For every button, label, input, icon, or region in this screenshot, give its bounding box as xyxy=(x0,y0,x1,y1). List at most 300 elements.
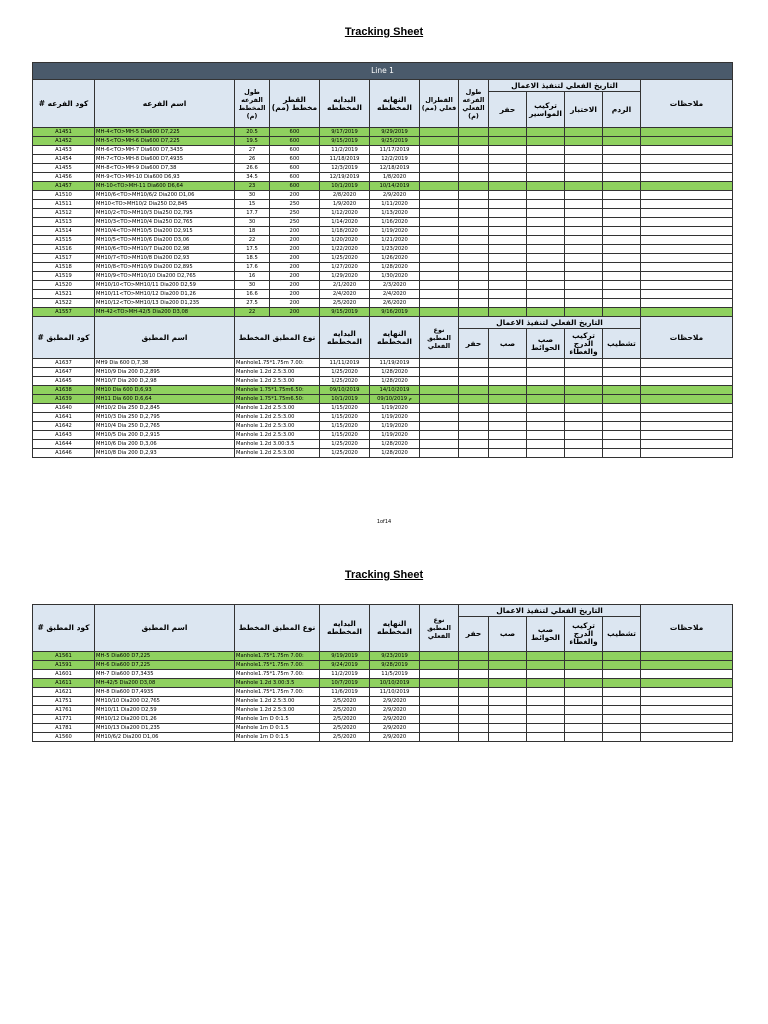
empty-cell xyxy=(641,724,733,733)
empty-cell xyxy=(489,449,527,458)
planned-end-header: النهايه المخططه xyxy=(370,80,420,128)
empty-cell xyxy=(603,290,641,299)
table-row xyxy=(33,431,733,440)
branch-code-cell: A1519 xyxy=(33,272,95,281)
empty-cell xyxy=(641,422,733,431)
manhole-start-cell: 11/2/2019 xyxy=(320,670,370,679)
manhole-end-cell: 1/19/2020 xyxy=(370,404,420,413)
empty-cell xyxy=(603,263,641,272)
empty-cell xyxy=(603,449,641,458)
planned-diameter-cell: 200 xyxy=(270,245,320,254)
actual-diameter-header: القطرال فعلي (مم) xyxy=(420,80,459,128)
empty-cell xyxy=(420,254,459,263)
manhole-end-cell: 9/28/2019 xyxy=(370,661,420,670)
planned-diameter-cell: 250 xyxy=(270,218,320,227)
empty-cell xyxy=(603,308,641,317)
sheet-title: Tracking Sheet xyxy=(344,26,424,38)
empty-cell xyxy=(565,449,603,458)
empty-cell xyxy=(459,182,489,191)
empty-cell xyxy=(565,688,603,697)
empty-cell xyxy=(459,724,489,733)
planned-diameter-cell: 200 xyxy=(270,191,320,200)
empty-cell xyxy=(459,359,489,368)
empty-cell xyxy=(527,359,565,368)
empty-cell xyxy=(489,146,527,155)
empty-cell xyxy=(603,281,641,290)
actual-length-header: طول الفرعه الفعلي (م) xyxy=(459,80,489,128)
planned-start-cell: 11/2/2019 xyxy=(320,146,370,155)
manhole-type-cell: Manhole 1.2d 2.5:3.00 xyxy=(235,697,320,706)
actual-dates-group-header: التاريخ الفعلي لتنفيذ الاعمال xyxy=(489,80,641,92)
empty-cell xyxy=(565,386,603,395)
empty-cell xyxy=(489,661,527,670)
manhole-finish-header: تشطيب xyxy=(603,329,641,359)
empty-cell xyxy=(489,218,527,227)
planned-diameter-cell: 600 xyxy=(270,137,320,146)
empty-cell xyxy=(527,245,565,254)
empty-cell xyxy=(489,359,527,368)
table-row xyxy=(33,272,733,281)
branch-code-cell: A1456 xyxy=(33,173,95,182)
manhole-name-cell: MH-5 Dia600 D7,225 xyxy=(95,652,235,661)
empty-cell xyxy=(420,368,459,377)
empty-cell xyxy=(603,688,641,697)
empty-cell xyxy=(489,290,527,299)
empty-cell xyxy=(527,182,565,191)
manhole-end-cell: 2/9/2020 xyxy=(370,715,420,724)
planned-start-cell: 9/15/2019 xyxy=(320,137,370,146)
empty-cell xyxy=(565,377,603,386)
manhole-name-cell: MH10/13 Dia200 D1,235 xyxy=(95,724,235,733)
empty-cell xyxy=(459,449,489,458)
empty-cell xyxy=(603,236,641,245)
manhole-start-cell: 2/5/2020 xyxy=(320,697,370,706)
table-row xyxy=(33,652,733,661)
branch-name-cell: MH10/10<TO>MH10/11 Dia200 D2,59 xyxy=(95,281,235,290)
manhole-notes-header: ملاحظات xyxy=(641,605,733,652)
manhole-type-header: نوع المطبق المخطط xyxy=(235,317,320,359)
empty-cell xyxy=(641,254,733,263)
manhole-type-cell: Manhole 1.75*1.75m6.50: xyxy=(235,395,320,404)
empty-cell xyxy=(641,290,733,299)
empty-cell xyxy=(489,200,527,209)
empty-cell xyxy=(603,218,641,227)
empty-cell xyxy=(489,155,527,164)
branch-name-cell: MH-4<TO>MH-5 Dia600 D7,225 xyxy=(95,128,235,137)
empty-cell xyxy=(459,236,489,245)
branch-code-cell: A1512 xyxy=(33,209,95,218)
empty-cell xyxy=(527,227,565,236)
empty-cell xyxy=(641,164,733,173)
empty-cell xyxy=(459,368,489,377)
empty-cell xyxy=(527,155,565,164)
line-label: Line 1 xyxy=(33,63,733,80)
manhole-walls-header: صب الحوائط xyxy=(527,329,565,359)
manhole-code-cell: A1771 xyxy=(33,715,95,724)
manhole-type-cell: Manhole1.75*1.75m 7.00: xyxy=(235,652,320,661)
actual-manhole-type-header: نوع المطبق الفعلي xyxy=(420,605,459,652)
manhole-end-cell: 1/28/2020 xyxy=(370,440,420,449)
empty-cell xyxy=(565,200,603,209)
planned-end-cell: 2/6/2020 xyxy=(370,299,420,308)
manhole-name-header: اسم المطبق xyxy=(95,605,235,652)
planned-end-cell: 9/25/2019 xyxy=(370,137,420,146)
planned-end-cell: 11/17/2019 xyxy=(370,146,420,155)
empty-cell xyxy=(420,128,459,137)
manhole-ladder-header: تركيب الدرج والغطاء xyxy=(565,617,603,652)
manhole-start-cell: 2/5/2020 xyxy=(320,724,370,733)
empty-cell xyxy=(641,263,733,272)
empty-cell xyxy=(420,281,459,290)
manhole-type-cell: Manhole1.75*1.75m 7.00: xyxy=(235,670,320,679)
empty-cell xyxy=(603,299,641,308)
manhole-type-cell: Manhole 1.2d 2.5:3.00 xyxy=(235,449,320,458)
table-row xyxy=(33,440,733,449)
branch-name-header: اسم الفرعه xyxy=(95,80,235,128)
empty-cell xyxy=(527,404,565,413)
empty-cell xyxy=(420,245,459,254)
empty-cell xyxy=(603,272,641,281)
empty-cell xyxy=(603,377,641,386)
planned-length-cell: 26 xyxy=(235,155,270,164)
planned-diameter-cell: 600 xyxy=(270,173,320,182)
planned-end-cell: 9/29/2019 xyxy=(370,128,420,137)
manhole-name-header: اسم المطبق xyxy=(95,317,235,359)
empty-cell xyxy=(420,164,459,173)
planned-start-cell: 1/9/2020 xyxy=(320,200,370,209)
notes-header: ملاحظات xyxy=(641,80,733,128)
empty-cell xyxy=(565,272,603,281)
manhole-code-cell: A1561 xyxy=(33,652,95,661)
manhole-end-header: النهايه المخططه xyxy=(370,317,420,359)
planned-diameter-cell: 200 xyxy=(270,236,320,245)
empty-cell xyxy=(420,191,459,200)
manhole-name-cell: MH10/3 Dia 250 D,2,795 xyxy=(95,413,235,422)
empty-cell xyxy=(489,679,527,688)
branch-code-cell: A1518 xyxy=(33,263,95,272)
planned-diameter-cell: 200 xyxy=(270,281,320,290)
empty-cell xyxy=(641,236,733,245)
manhole-notes-header: ملاحظات xyxy=(641,317,733,359)
empty-cell xyxy=(603,670,641,679)
manhole-end-cell: 1/19/2020 xyxy=(370,422,420,431)
branch-code-cell: A1517 xyxy=(33,254,95,263)
empty-cell xyxy=(489,236,527,245)
planned-start-cell: 2/1/2020 xyxy=(320,281,370,290)
manhole-type-cell: Manhole 1m D 0:1.5 xyxy=(235,715,320,724)
manhole-end-cell: 1/19/2020 xyxy=(370,413,420,422)
empty-cell xyxy=(459,386,489,395)
manhole-type-header: نوع المطبق المخطط xyxy=(235,605,320,652)
table-row xyxy=(33,697,733,706)
manhole-name-cell: MH10/11 Dia200 D2,59 xyxy=(95,706,235,715)
empty-cell xyxy=(641,245,733,254)
empty-cell xyxy=(603,413,641,422)
table-row xyxy=(33,404,733,413)
empty-cell xyxy=(420,440,459,449)
manhole-code-header: كود المطبق # xyxy=(33,605,95,652)
manhole-type-cell: Manhole 1.2d 2.5:3.00 xyxy=(235,431,320,440)
manhole-code-cell: A1645 xyxy=(33,377,95,386)
empty-cell xyxy=(603,359,641,368)
manhole-name-cell: MH10/6 Dia 200 D,3,06 xyxy=(95,440,235,449)
manhole-start-cell: 10/7/2019 xyxy=(320,679,370,688)
branch-name-cell: MH10/6<TO>MH10/6/2 Dia200 D1,06 xyxy=(95,191,235,200)
planned-start-cell: 1/22/2020 xyxy=(320,245,370,254)
table-row xyxy=(33,299,733,308)
empty-cell xyxy=(565,431,603,440)
empty-cell xyxy=(527,308,565,317)
branch-code-cell: A1454 xyxy=(33,155,95,164)
empty-cell xyxy=(527,128,565,137)
branch-code-cell: A1520 xyxy=(33,281,95,290)
manhole-end-cell: 11/19/2019 xyxy=(370,359,420,368)
branch-code-cell: A1451 xyxy=(33,128,95,137)
empty-cell xyxy=(420,431,459,440)
empty-cell xyxy=(489,299,527,308)
empty-cell xyxy=(641,386,733,395)
empty-cell xyxy=(459,706,489,715)
empty-cell xyxy=(420,137,459,146)
empty-cell xyxy=(565,137,603,146)
branch-code-cell: A1513 xyxy=(33,218,95,227)
empty-cell xyxy=(565,173,603,182)
empty-cell xyxy=(420,697,459,706)
manhole-start-cell: 1/15/2020 xyxy=(320,422,370,431)
manhole-pour-header: صب xyxy=(489,617,527,652)
empty-cell xyxy=(420,449,459,458)
manhole-actual-dates-group-header: التاريخ الفعلي لتنفيذ الاعمال xyxy=(459,605,641,617)
planned-length-cell: 26.6 xyxy=(235,164,270,173)
planned-end-cell: 1/11/2020 xyxy=(370,200,420,209)
manhole-code-cell: A1644 xyxy=(33,440,95,449)
manhole-end-cell: 1/28/2020 xyxy=(370,377,420,386)
empty-cell xyxy=(641,227,733,236)
empty-cell xyxy=(527,395,565,404)
manhole-type-cell: Manhole 1m D 0:1.5 xyxy=(235,733,320,742)
empty-cell xyxy=(420,146,459,155)
empty-cell xyxy=(527,413,565,422)
empty-cell xyxy=(489,227,527,236)
branch-code-cell: A1521 xyxy=(33,290,95,299)
empty-cell xyxy=(420,377,459,386)
planned-length-cell: 30 xyxy=(235,191,270,200)
planned-diameter-cell: 250 xyxy=(270,209,320,218)
planned-start-cell: 1/25/2020 xyxy=(320,254,370,263)
table-row xyxy=(33,706,733,715)
empty-cell xyxy=(527,254,565,263)
planned-start-cell: 9/17/2019 xyxy=(320,128,370,137)
empty-cell xyxy=(420,715,459,724)
planned-length-cell: 30 xyxy=(235,218,270,227)
planned-length-cell: 34.5 xyxy=(235,173,270,182)
empty-cell xyxy=(489,209,527,218)
empty-cell xyxy=(459,652,489,661)
empty-cell xyxy=(565,227,603,236)
empty-cell xyxy=(459,688,489,697)
manhole-code-cell: A1601 xyxy=(33,670,95,679)
table-row xyxy=(33,368,733,377)
sheet-title: Tracking Sheet xyxy=(344,569,424,581)
empty-cell xyxy=(641,670,733,679)
empty-cell xyxy=(641,368,733,377)
planned-start-cell: 9/15/2019 xyxy=(320,308,370,317)
manhole-name-cell: MH10 Dia 600 D,6,93 xyxy=(95,386,235,395)
empty-cell xyxy=(565,236,603,245)
manhole-end-cell: 9/23/2019 xyxy=(370,652,420,661)
empty-cell xyxy=(641,200,733,209)
manhole-name-cell: MH9 Dia 600 D,7,38 xyxy=(95,359,235,368)
empty-cell xyxy=(459,191,489,200)
empty-cell xyxy=(565,209,603,218)
empty-cell xyxy=(527,200,565,209)
branch-name-cell: MH-10<TO>MH-11 Dia600 D6,64 xyxy=(95,182,235,191)
table-row xyxy=(33,263,733,272)
empty-cell xyxy=(527,290,565,299)
branch-name-cell: MH10/2<TO>MH10/3 Dia250 D2,795 xyxy=(95,209,235,218)
planned-end-cell: 10/14/2019 xyxy=(370,182,420,191)
manhole-end-cell: 2/9/2020 xyxy=(370,724,420,733)
planned-start-cell: 1/18/2020 xyxy=(320,227,370,236)
manhole-type-cell: Manhole 1.2d 2.5:3.00 xyxy=(235,368,320,377)
empty-cell xyxy=(565,422,603,431)
empty-cell xyxy=(565,218,603,227)
manhole-type-cell: Manhole1.75*1.75m 7.00: xyxy=(235,359,320,368)
empty-cell xyxy=(459,137,489,146)
empty-cell xyxy=(641,413,733,422)
planned-length-cell: 27.5 xyxy=(235,299,270,308)
manhole-end-cell: 1/28/2020 xyxy=(370,368,420,377)
planned-length-cell: 16 xyxy=(235,272,270,281)
empty-cell xyxy=(420,263,459,272)
table-row xyxy=(33,218,733,227)
empty-cell xyxy=(420,272,459,281)
planned-length-cell: 22 xyxy=(235,236,270,245)
empty-cell xyxy=(420,670,459,679)
empty-cell xyxy=(459,290,489,299)
planned-start-cell: 12/3/2019 xyxy=(320,164,370,173)
empty-cell xyxy=(527,236,565,245)
empty-cell xyxy=(420,173,459,182)
empty-cell xyxy=(565,715,603,724)
table-row xyxy=(33,182,733,191)
planned-end-cell: 9/16/2019 xyxy=(370,308,420,317)
empty-cell xyxy=(641,449,733,458)
planned-end-cell: 1/16/2020 xyxy=(370,218,420,227)
planned-end-cell: 2/4/2020 xyxy=(370,290,420,299)
empty-cell xyxy=(603,652,641,661)
branch-name-cell: MH10/7<TO>MH10/8 Dia200 D2,93 xyxy=(95,254,235,263)
empty-cell xyxy=(459,299,489,308)
branch-code-cell: A1514 xyxy=(33,227,95,236)
empty-cell xyxy=(641,697,733,706)
planned-start-cell: 1/27/2020 xyxy=(320,263,370,272)
manhole-code-cell: A1560 xyxy=(33,733,95,742)
empty-cell xyxy=(641,377,733,386)
planned-length-cell: 15 xyxy=(235,200,270,209)
branch-code-cell: A1452 xyxy=(33,137,95,146)
empty-cell xyxy=(420,706,459,715)
empty-cell xyxy=(527,715,565,724)
empty-cell xyxy=(603,679,641,688)
manhole-end-cell: 2/9/2020 xyxy=(370,697,420,706)
manhole-start-cell: 9/24/2019 xyxy=(320,661,370,670)
manhole-type-cell: Manhole 1.2d 2.5:3.00 xyxy=(235,404,320,413)
planned-length-cell: 18 xyxy=(235,227,270,236)
planned-end-cell: 2/3/2020 xyxy=(370,281,420,290)
manhole-code-cell: A1640 xyxy=(33,404,95,413)
empty-cell xyxy=(489,733,527,742)
empty-cell xyxy=(603,164,641,173)
manhole-start-cell: 1/25/2020 xyxy=(320,368,370,377)
manhole-end-cell: 11/10/2019 xyxy=(370,688,420,697)
planned-length-cell: 20.5 xyxy=(235,128,270,137)
branch-name-cell: MH10/3<TO>MH10/4 Dia250 D2,765 xyxy=(95,218,235,227)
branch-name-cell: MH-42<TO>MH-42/5 Dia200 D3,08 xyxy=(95,308,235,317)
empty-cell xyxy=(459,200,489,209)
manhole-walls-header: صب الحوائط xyxy=(527,617,565,652)
empty-cell xyxy=(527,368,565,377)
table-row xyxy=(33,688,733,697)
empty-cell xyxy=(489,254,527,263)
planned-diameter-cell: 600 xyxy=(270,155,320,164)
branch-code-cell: A1516 xyxy=(33,245,95,254)
empty-cell xyxy=(420,200,459,209)
empty-cell xyxy=(420,290,459,299)
empty-cell xyxy=(459,377,489,386)
manhole-name-cell: MH10/2 Dia 250 D,2,845 xyxy=(95,404,235,413)
planned-start-cell: 2/8/2020 xyxy=(320,191,370,200)
empty-cell xyxy=(489,263,527,272)
manhole-code-cell: A1637 xyxy=(33,359,95,368)
empty-cell xyxy=(603,182,641,191)
empty-cell xyxy=(459,670,489,679)
planned-end-cell: 12/2/2019 xyxy=(370,155,420,164)
tracking-table-page2 xyxy=(32,604,733,742)
empty-cell xyxy=(527,146,565,155)
empty-cell xyxy=(603,128,641,137)
empty-cell xyxy=(641,182,733,191)
empty-cell xyxy=(603,245,641,254)
empty-cell xyxy=(603,733,641,742)
empty-cell xyxy=(420,404,459,413)
planned-diameter-cell: 600 xyxy=(270,182,320,191)
empty-cell xyxy=(459,404,489,413)
empty-cell xyxy=(459,173,489,182)
planned-end-cell: 12/18/2019 xyxy=(370,164,420,173)
empty-cell xyxy=(641,209,733,218)
empty-cell xyxy=(603,146,641,155)
manhole-start-cell: 1/25/2020 xyxy=(320,440,370,449)
empty-cell xyxy=(603,155,641,164)
branch-code-cell: A1510 xyxy=(33,191,95,200)
table-row xyxy=(33,236,733,245)
empty-cell xyxy=(459,128,489,137)
table-row xyxy=(33,661,733,670)
manhole-start-header: البدايه المخططه xyxy=(320,317,370,359)
actual-manhole-type-header: نوع المطبق الفعلي xyxy=(420,317,459,359)
empty-cell xyxy=(641,155,733,164)
empty-cell xyxy=(489,182,527,191)
empty-cell xyxy=(641,706,733,715)
test-header: الاختبار xyxy=(565,92,603,128)
empty-cell xyxy=(527,209,565,218)
branch-name-cell: MH-5<TO>MH-6 Dia600 D7,225 xyxy=(95,137,235,146)
planned-end-cell: 1/23/2020 xyxy=(370,245,420,254)
empty-cell xyxy=(420,724,459,733)
manhole-code-cell: A1621 xyxy=(33,688,95,697)
empty-cell xyxy=(641,652,733,661)
